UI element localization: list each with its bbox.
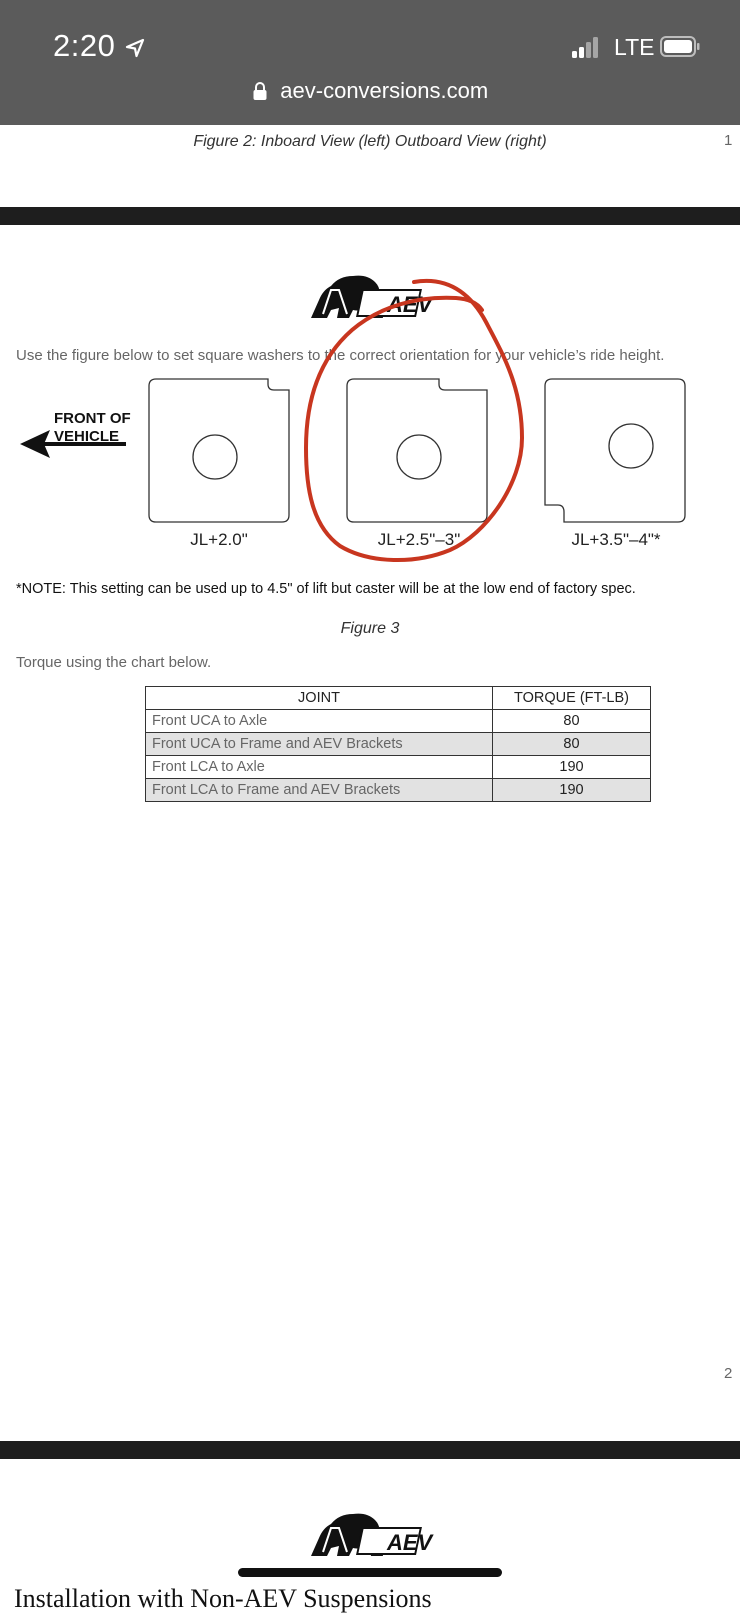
red-circle-annotation [300, 278, 536, 564]
torque-cell: 190 [493, 779, 651, 802]
torque-table-header-row [146, 687, 651, 710]
page-number-1: 1 [724, 132, 733, 149]
logo-text: AEV [387, 1530, 433, 1555]
torque-cell: 80 [493, 733, 651, 756]
washer-label-3-5-4: JL+3.5"–4"* [571, 530, 661, 549]
figure-2-caption: Figure 2: Inboard View (left) Outboard View (right) [193, 133, 547, 150]
page-number-2: 2 [724, 1365, 733, 1382]
browser-top-bar [0, 0, 740, 125]
figure-3-caption: Figure 3 [340, 620, 400, 637]
page-divider [0, 1441, 740, 1459]
column-header-torque: TORQUE (FT-LB) [493, 687, 651, 710]
torque-table [145, 686, 651, 802]
url-bar[interactable] [0, 78, 740, 114]
status-time: 2:20 [53, 28, 116, 63]
section-heading: Installation with Non-AEV Suspensions [14, 1584, 432, 1613]
table-row [146, 756, 651, 779]
joint-cell: Front LCA to Frame and AEV Brackets [146, 779, 493, 802]
joint-cell: Front UCA to Axle [146, 710, 493, 733]
signal-bars-icon [572, 36, 598, 58]
home-indicator[interactable] [238, 1568, 502, 1577]
aev-logo [309, 1508, 433, 1560]
washer-intro-text: Use the figure below to set square washers to the correct orientation for your vehicle’s ride height. [16, 347, 665, 364]
table-row [146, 710, 651, 733]
washer-label-2-0: JL+2.0" [190, 530, 248, 549]
location-arrow-icon [124, 37, 146, 59]
table-row [146, 779, 651, 802]
column-header-joint: JOINT [146, 687, 493, 710]
table-row [146, 733, 651, 756]
page-divider [0, 207, 740, 225]
washer-label-2-5-3: JL+2.5"–3" [377, 530, 461, 549]
front-direction-arrow-icon [18, 429, 128, 459]
torque-cell: 80 [493, 710, 651, 733]
joint-cell: Front UCA to Frame and AEV Brackets [146, 733, 493, 756]
logo-text: AEV [387, 292, 433, 317]
joint-cell: Front LCA to Axle [146, 756, 493, 779]
lift-note: *NOTE: This setting can be used up to 4.5" of lift but caster will be at the low end of factory spec. [16, 581, 636, 597]
front-of-vehicle-label: FRONT OF VEHICLE [54, 410, 131, 445]
torque-intro-text: Torque using the chart below. [16, 654, 212, 671]
lock-icon [252, 81, 268, 101]
url-domain: aev-conversions.com [280, 78, 489, 103]
washer-diagram-2-0 [148, 378, 290, 523]
battery-icon [660, 36, 700, 57]
washer-diagram-3-5-4 [544, 378, 686, 523]
torque-cell: 190 [493, 756, 651, 779]
network-type: LTE [614, 34, 655, 60]
